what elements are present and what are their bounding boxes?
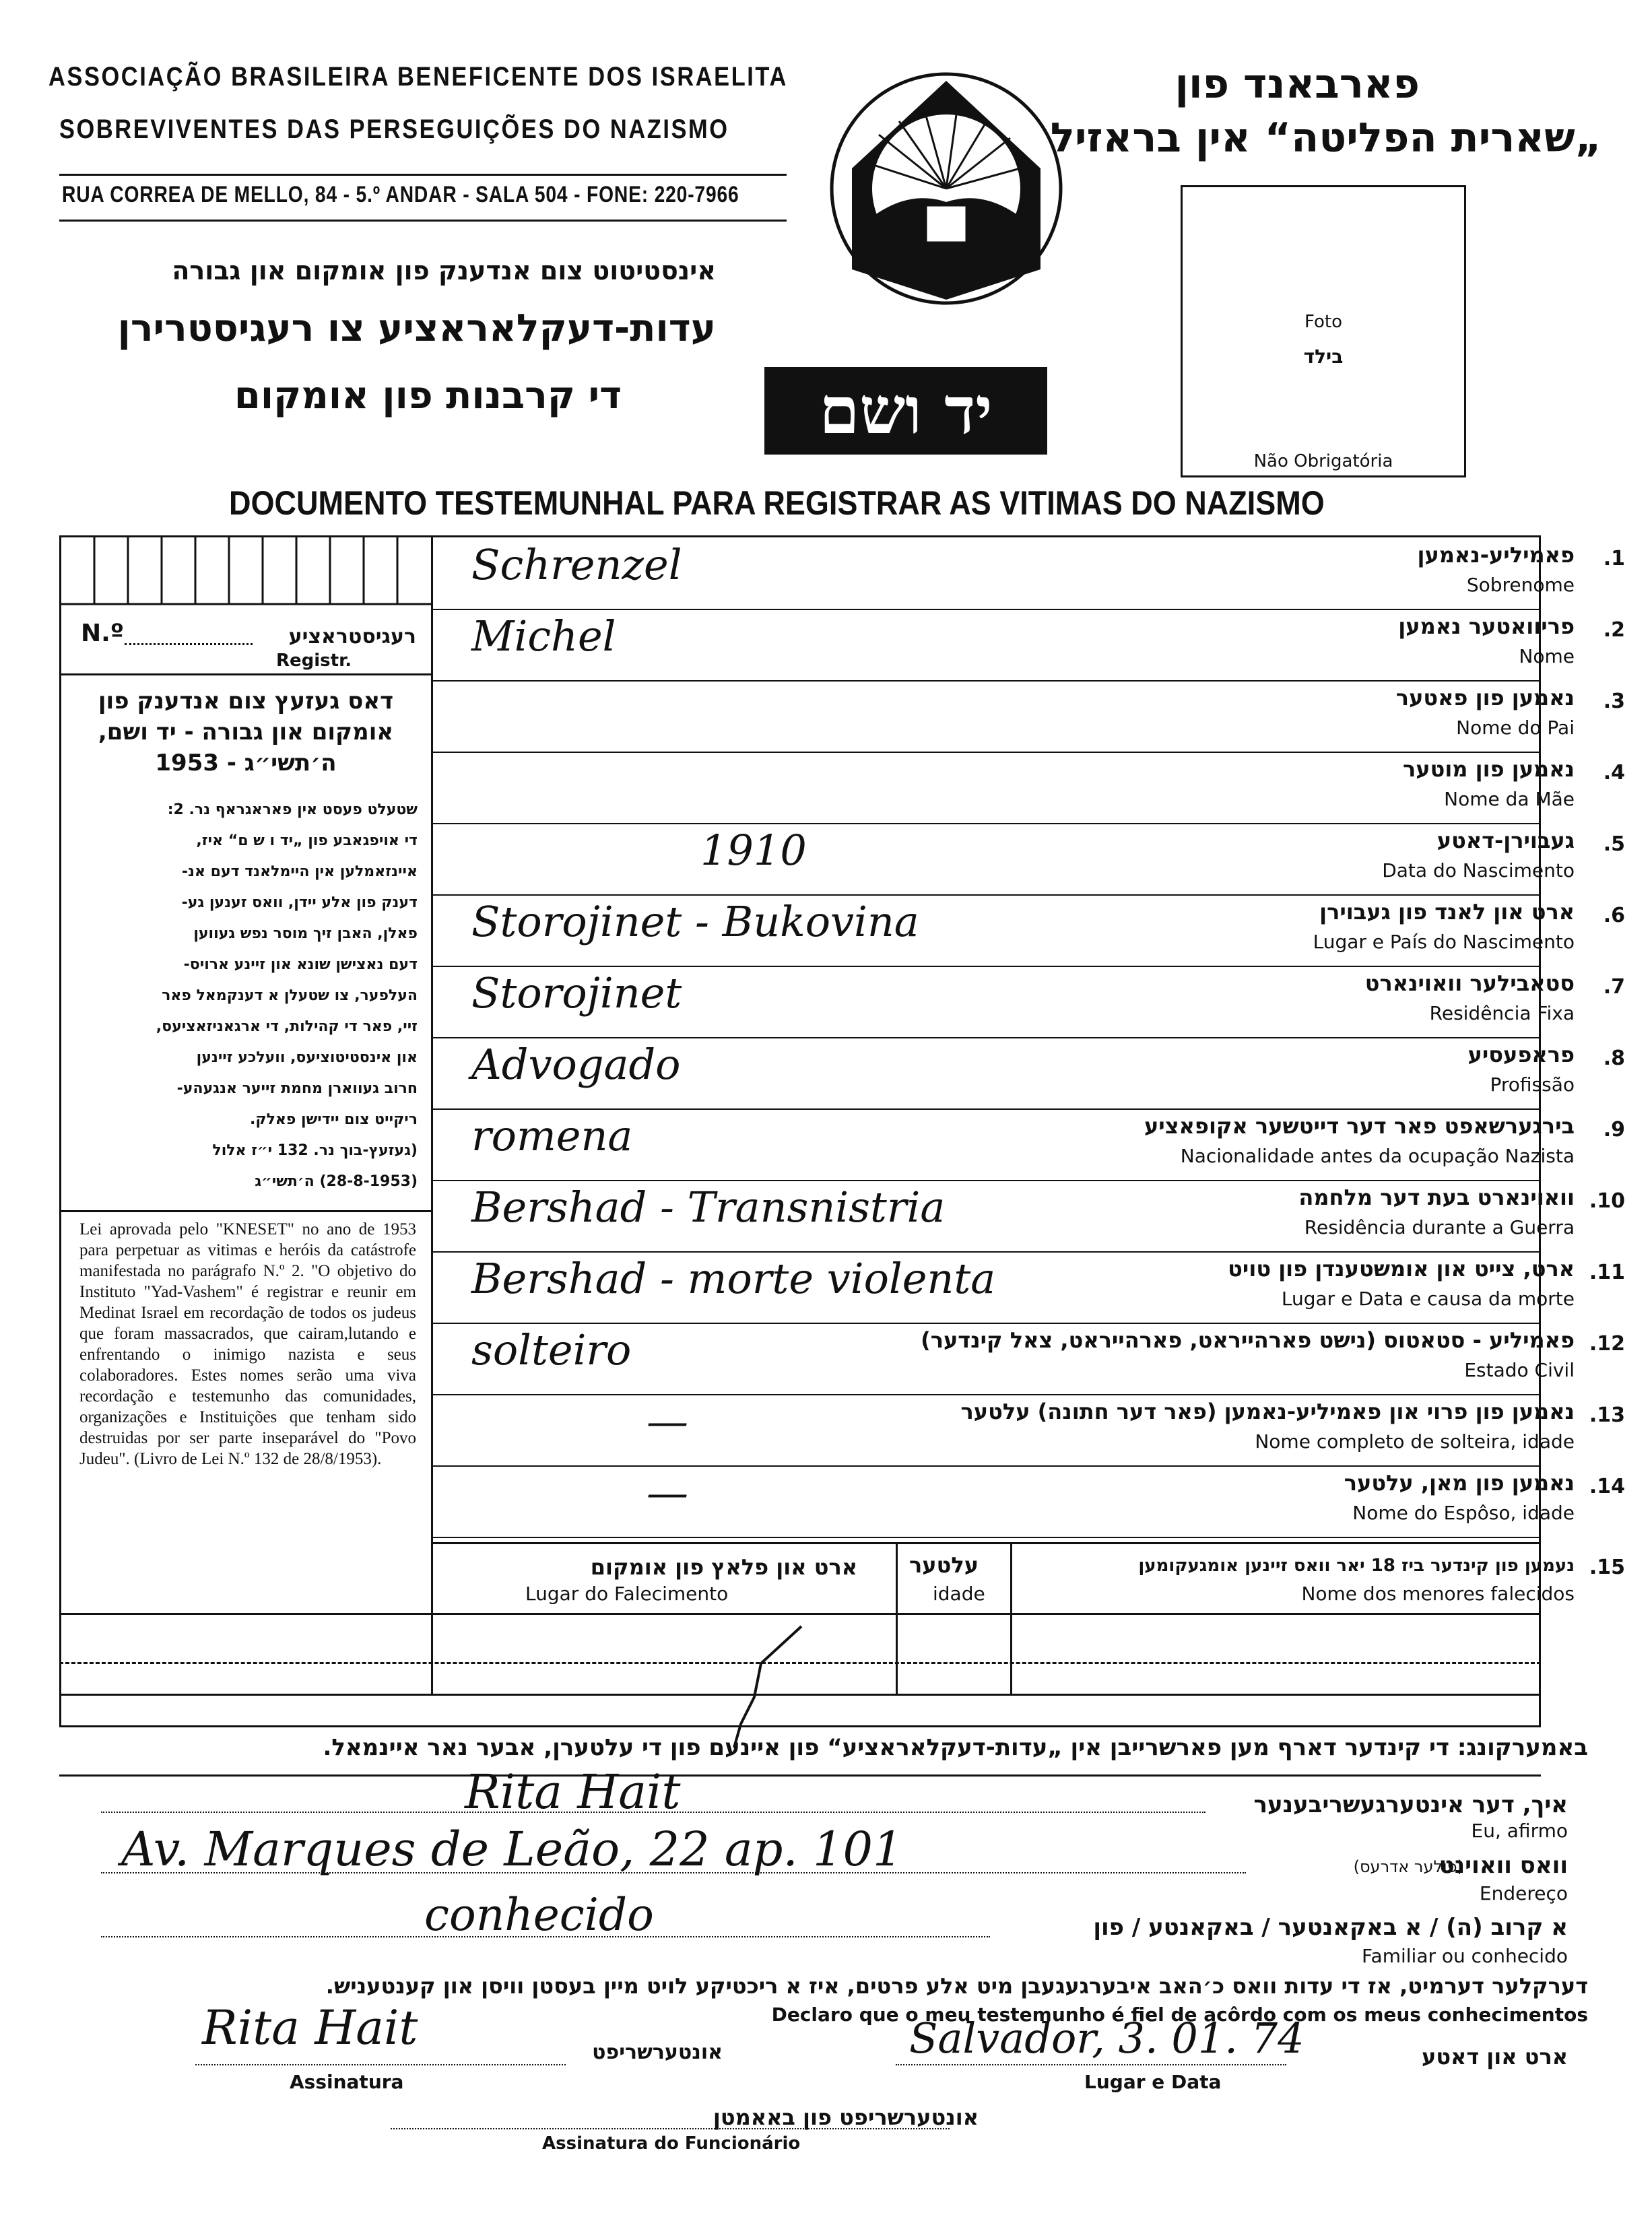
law-title-heb: דאס געזעץ צום אנדענק פון אומקום און גבורה - יד ושם, ה׳תשי״ג - 1953: [98, 688, 394, 776]
field-value: Bershad - morte violenta: [471, 1254, 996, 1303]
field-label-heb: נאמען פון מאן, עלטער: [1344, 1470, 1575, 1496]
place-date-line[interactable]: [896, 2064, 1286, 2065]
field-value: Schrenzel: [471, 540, 682, 589]
declaration-heb: דערקלער דערמיט, אז די עדות וואס כ׳האב איבערגעגעבן מיט אלע פרטים, איז א ריכטיקע לויט מיין בעסטן וויסן און קענטעניש.: [325, 1973, 1588, 1999]
field-value: solteiro: [471, 1325, 632, 1374]
sidebar-divider: [431, 535, 433, 1694]
place-date-heb: ארט און דאטע: [1422, 2044, 1568, 2069]
law-line: פאלן, האבן זיך מוסר נפש געווען: [193, 925, 418, 942]
field-row-rule: [433, 680, 1541, 682]
org-address: RUA CORREA DE MELLO, 84 - 5.º ANDAR - SALA 504 - FONE: 220-7966: [62, 182, 739, 207]
field-value: 1910: [700, 826, 807, 875]
field-row-rule: [433, 752, 1541, 753]
field-label-pt: Sobrenome: [1466, 574, 1575, 596]
org-name-line2: SOBREVIVENTES DAS PERSEGUIÇÕES DO NAZISMO: [59, 114, 729, 144]
remark-heb: באמערקונג: די קינדער דארף מען פארשרייבן אין „עדות-דעקלאראציע“ פון איינעם פון די עלטערן, אבער נאר איינמאל.: [323, 1734, 1588, 1761]
place-date-value: Salvador, 3. 01. 74: [909, 2014, 1304, 2063]
table15-col-divider-2: [1010, 1542, 1012, 1694]
witness-i-heb: איך, דער אינטערגעשריבענער: [1253, 1791, 1568, 1818]
field-row-rule: [433, 1537, 1541, 1538]
field-number: .12: [1589, 1332, 1625, 1356]
field-number: .3: [1603, 690, 1625, 713]
signature-line[interactable]: [195, 2064, 566, 2065]
field-label-pt: Lugar e País do Nascimento: [1313, 931, 1575, 953]
table15-place-pt: Lugar do Falecimento: [525, 1583, 729, 1605]
heb-institute: אינסטיטוט צום אנדענק פון אומקום און גבורה: [172, 256, 716, 286]
witness-addr-pt: Endereço: [1479, 1882, 1568, 1904]
place-date-pt: Lugar e Data: [1084, 2071, 1222, 2093]
field-row-rule: [433, 1251, 1541, 1253]
field-number: .5: [1603, 832, 1625, 856]
table15-col-divider-1: [896, 1542, 898, 1694]
witness-relation-pt: Familiar ou conhecido: [1362, 1945, 1568, 1967]
law-line: (28-8-1953) ה׳תשי״ג: [255, 1173, 418, 1190]
field-label-pt: Nome: [1519, 645, 1575, 667]
witness-addr-note: (פולער אדרעס): [1353, 1857, 1463, 1876]
law-line: און אינסטיטוציעס, וועלכע זיינען: [196, 1049, 418, 1066]
field-label-heb: פאמיליע - סטאטוס (נישט פארהייראט, פארהייראט, צאל קינדער): [921, 1327, 1575, 1353]
witness-relation-value: conhecido: [424, 1889, 654, 1941]
field-label-pt: Estado Civil: [1464, 1359, 1575, 1381]
field-number: .9: [1603, 1118, 1625, 1141]
law-text-heb: [74, 795, 418, 1197]
field-label-pt: Profissão: [1490, 1073, 1575, 1096]
law-line: איינזאמלען אין היימלאנד דעם אנ-: [181, 863, 418, 880]
field-row-rule: [433, 1465, 1541, 1467]
field-label-pt: Nome do Espôso, idade: [1352, 1502, 1575, 1524]
photo-box: [1181, 185, 1466, 477]
field-value: Bershad - Transnistria: [471, 1183, 946, 1232]
photo-label-heb: בילד: [1303, 345, 1344, 368]
field-label-heb: פריוואטער נאמען: [1398, 613, 1575, 639]
signature-heb: אונטערשריפט: [592, 2040, 723, 2064]
field-row-rule: [433, 1108, 1541, 1110]
signature-value: Rita Hait: [202, 2000, 418, 2055]
field-label-heb: נאמען פון מוטער: [1403, 756, 1575, 782]
official-signature-heb: אונטערשריפט פון באאמטן: [713, 2104, 979, 2130]
field-number: .4: [1603, 761, 1625, 785]
document-title: DOCUMENTO TESTEMUNHAL PARA REGISTRAR AS VITIMAS DO NAZISMO: [229, 484, 1325, 522]
field-value: Advogado: [471, 1040, 681, 1089]
table15-place-heb: ארט און פלאץ פון אומקום: [590, 1554, 857, 1580]
law-text-pt: Lei aprovada pelo "KNESET" no ano de 1953 para perpetuar as vitimas e heróis da catástrofe manifestada no parágrafo N.º 2. "O objetivo do Instituto "Yad-Vashem" é registrar e reunir em Medinat Israel em recordação de todos os judeus que foram massacrados, que cairam,lutando e enfrentando o inimigo nazista e seus colaboradores. Estes nomes serão uma viva recordação e testemunho das comunidades, organizações e Instituições que tenham sido destruidas por ser parte inseparável do "Povo Judeu". (Livro de Lei N.º 132 de 28/8/1953).: [79, 1220, 416, 1468]
law-line: העלפער, צו שטעלן א דענקמאל פאר: [162, 987, 418, 1004]
cross-out-mark: [714, 1623, 808, 1751]
field-row-rule: [433, 966, 1541, 967]
sidebar-rule-2: [61, 1210, 431, 1212]
field-number: .2: [1603, 618, 1625, 642]
law-line: חרוב געווארן מחמת זייער אנגעהע-: [176, 1080, 418, 1097]
witness-relation-heb: א קרוב (ה) / א באקאנטער / באקאנטע / פון: [1093, 1914, 1568, 1941]
law-line: די אויפגאבע פון „יד ו ש ם“ איז,: [196, 832, 418, 849]
field-label-heb: סטאבילער וואוינארט: [1364, 970, 1575, 996]
witness-addr-heb: וואס וואוינט: [1439, 1852, 1568, 1879]
field-label-pt: Residência Fixa: [1429, 1002, 1575, 1024]
field-label-pt: Lugar e Data e causa da morte: [1281, 1288, 1575, 1310]
field-label-pt: Nome da Mãe: [1444, 788, 1575, 810]
field-label-heb: ארט און לאנד פון געבוירן: [1319, 899, 1575, 925]
table15-header-rule: [59, 1613, 1541, 1615]
header-rule-top: [59, 174, 787, 176]
field-row-rule: [433, 1180, 1541, 1181]
field-number: .8: [1603, 1047, 1625, 1070]
reg-label-heb: רעגיסטראציע: [288, 625, 416, 649]
field-row-rule: [433, 823, 1541, 824]
field-label-heb: בירגערשאפט פאר דער דייטשער אקופאציע: [1144, 1113, 1575, 1139]
field-value: Storojinet - Bukovina: [471, 897, 919, 946]
field-row-rule: [433, 1394, 1541, 1395]
signature-pt: Assinatura: [290, 2071, 404, 2093]
table15-age-pt: idade: [933, 1583, 985, 1605]
table15-top-rule: [433, 1542, 1541, 1544]
field-label-heb: ארט, צייט און אומשטענדן פון טויט: [1228, 1256, 1575, 1282]
field-number: .7: [1603, 975, 1625, 999]
field-row-rule: [433, 894, 1541, 896]
heb-union-line2: „שארית הפליטה“ אין בראזיל: [1050, 114, 1601, 162]
field-number: .13: [1589, 1403, 1625, 1427]
field-label-heb: געבוירן-דאטע: [1436, 828, 1575, 853]
law-line: ריקייט צום יידישן פאלק.: [250, 1111, 418, 1128]
heb-title-line1: עדות-דעקלאראציע צו רעגיסטרירן: [117, 306, 716, 350]
field-value: Storojinet: [471, 968, 682, 1018]
field-label-heb: נאמען פון פאטער: [1395, 685, 1575, 710]
official-signature-pt: Assinatura do Funcionário: [542, 2133, 801, 2154]
field-value: romena: [471, 1111, 633, 1160]
field-value: —: [647, 1397, 688, 1446]
photo-optional-note: Não Obrigatória: [1253, 451, 1393, 471]
field-number: .10: [1589, 1189, 1625, 1213]
field-num-15: .15: [1589, 1556, 1625, 1579]
law-line: דעם נאצישן שונא און זיינע ארויס-: [183, 956, 418, 973]
declaration-pt: Declaro que o meu testemunho é fiel de acôrdo com os meus conhecimentos: [771, 2003, 1588, 2026]
header-rule-bottom: [59, 220, 787, 222]
field-label-heb: וואוינארט בעת דער מלחמה: [1298, 1185, 1575, 1210]
field-row-rule: [433, 1037, 1541, 1038]
reg-no-label: N.º: [81, 620, 125, 647]
field-label-pt: Data do Nascimento: [1382, 859, 1575, 882]
field-label-pt: Residência durante a Guerra: [1304, 1216, 1575, 1238]
photo-label: Foto: [1304, 312, 1343, 332]
heb-title-line2: די קרבנות פון אומקום: [234, 374, 622, 418]
field-row-rule: [433, 609, 1541, 610]
remark-rule: [59, 1774, 1541, 1777]
law-line: שטעלט פעסט אין פאראגראף נר. 2:: [167, 801, 418, 818]
association-emblem-icon: [825, 67, 1067, 310]
field-row-rule: [433, 1323, 1541, 1324]
witness-addr-value: Av. Marques de Leão, 22 ap. 101: [121, 1822, 903, 1877]
table15-names-pt: Nome dos menores falecidos: [1301, 1583, 1575, 1605]
field-label-heb: פראפעסיע: [1467, 1042, 1575, 1067]
reg-no-field[interactable]: [125, 643, 253, 645]
field-number: .1: [1603, 547, 1625, 570]
heb-union-line1: פארבאנד פון: [1175, 61, 1420, 108]
field-number: .6: [1603, 904, 1625, 927]
field-label-pt: Nacionalidade antes da ocupação Nazista: [1180, 1145, 1575, 1167]
witness-i-pt: Eu, afirmo: [1471, 1820, 1568, 1842]
field-label-heb: נאמען פון פרוי און פאמיליע-נאמען (פאר דער חתונה) עלטער: [960, 1399, 1575, 1424]
table15-age-heb: עלטער: [909, 1552, 979, 1578]
field-number: .11: [1589, 1261, 1625, 1284]
yad-vashem-logo: יד ושם: [764, 367, 1047, 455]
field-label-heb: פאמיליע-נאמען: [1417, 542, 1575, 568]
field-value: Michel: [471, 611, 616, 661]
law-line: דענק פון אלע יידן, וואס זענען גע-: [181, 894, 418, 911]
table15-names-heb: נעמען פון קינדער ביז 18 יאר וואס זיינען אומגעקומען: [1138, 1556, 1575, 1576]
org-name-line1: ASSOCIAÇÃO BRASILEIRA BENEFICENTE DOS ISRAELITA: [48, 62, 788, 92]
registration-boxes: [61, 537, 431, 605]
law-line: (געזעץ-בוך נר. 132 י״ז אלול: [212, 1142, 418, 1159]
field-label-pt: Nome do Pai: [1456, 717, 1575, 739]
sidebar-rule: [61, 673, 431, 675]
field-value: —: [647, 1468, 688, 1517]
reg-label-pt: Registr.: [276, 651, 352, 671]
law-line: זיי, פאר די קהילות, די ארגאניזאציעס,: [156, 1018, 418, 1035]
field-number: .14: [1589, 1475, 1625, 1498]
witness-name-value: Rita Hait: [465, 1764, 681, 1820]
field-label-pt: Nome completo de solteira, idade: [1255, 1430, 1575, 1453]
